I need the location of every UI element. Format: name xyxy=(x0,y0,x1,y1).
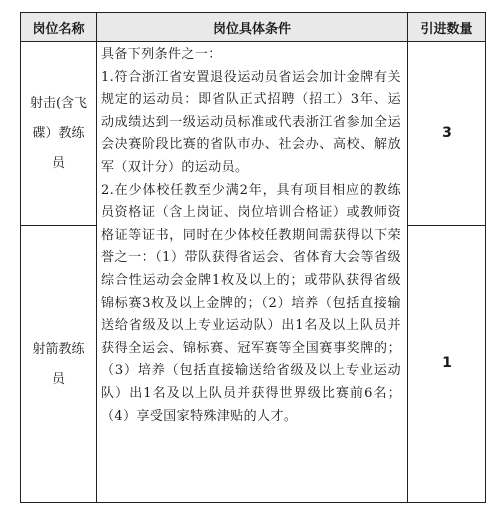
row-1-position-cell xyxy=(21,42,96,225)
row-2-position: 射箭教练员 xyxy=(32,341,85,387)
column-divider-1 xyxy=(96,13,97,502)
column-divider-2 xyxy=(407,13,408,502)
header-count: 引进数量 xyxy=(408,13,485,41)
condition-1: 1.符合浙江省安置退役运动员省运会加计金牌有关规定的运动员：即省队正式招聘（招工）3年、运动成绩达到一级运动员标准或代表浙江省参加全运会决赛阶段比赛的省队市办、社会办、高校、解放军（双计分）的运动员。 xyxy=(101,69,401,175)
recruitment-table xyxy=(20,12,486,503)
header-position: 岗位名称 xyxy=(21,13,96,41)
row-1-position: 射击(含飞碟）教练员 xyxy=(29,95,88,171)
conditions-text xyxy=(101,44,401,428)
row-divider-right xyxy=(407,225,485,226)
row-1-count: 3 xyxy=(442,125,452,141)
condition-2: 2.在少体校任教至少满2年，具有项目相应的教练员资格证（含上岗证、岗位培训合格证）或教师资格证等证书，同时在少体校任教期间需获得以下荣誉之一：（1）带队获得省运会、省体育大会等省级综合性运动会金牌1枚及以上的；或带队获得省级锦标赛3枚及以上金牌的；（2）培养（包括直接输送给省级及以上专业运动队）出1名及以上队员并获得全运会、锦标赛、冠军赛等全国赛事奖牌的；（3）培养（包括直接输送给省级及以上专业运动队）出1名及以上队员并获得世界级比赛前6名；（4）享受国家特殊津贴的人才。 xyxy=(101,182,401,424)
header-conditions: 岗位具体条件 xyxy=(97,13,407,41)
conditions-intro: 具备下列条件之一： xyxy=(101,47,222,62)
row-2-position-cell xyxy=(21,226,96,503)
row-2-count: 1 xyxy=(442,355,452,371)
